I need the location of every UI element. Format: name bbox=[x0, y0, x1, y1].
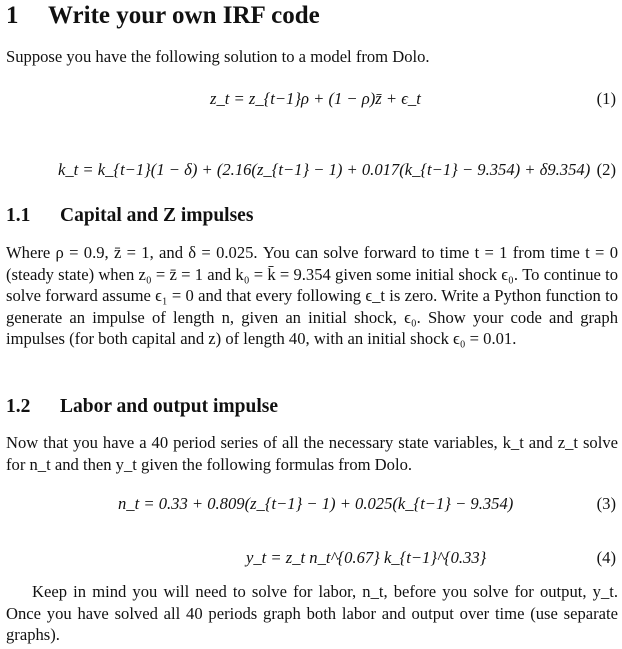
intro-paragraph: Suppose you have the following solution to a model from Dolo. bbox=[6, 47, 430, 66]
section-number: 1 bbox=[6, 2, 19, 29]
subsection-2-number: 1.2 bbox=[6, 396, 31, 417]
closing-paragraph: Keep in mind you will need to solve for labor, n_t, before you solve for output, y_t. Once you have solved all 40 periods graph both labor and output over time (use separate graphs). bbox=[6, 582, 618, 645]
equation-1-number: (1) bbox=[596, 89, 616, 108]
equation-4: y_t = z_t n_t^{0.67} k_{t−1}^{0.33} bbox=[246, 548, 487, 567]
subsection-1-number: 1.1 bbox=[6, 205, 31, 226]
subsection-1-heading bbox=[6, 205, 253, 227]
subsection-1-title: Capital and Z impulses bbox=[60, 205, 254, 226]
subsection-2-heading bbox=[6, 396, 278, 418]
equation-1: z_t = z_{t−1}ρ + (1 − ρ)z̄ + ϵ_t bbox=[210, 89, 421, 108]
equation-4-number: (4) bbox=[596, 548, 616, 567]
equation-2-number: (2) bbox=[596, 160, 616, 179]
subsection-1-body: Where ρ = 0.9, z̄ = 1, and δ = 0.025. You can solve forward to time t = 1 from time t = 0 (steady state) when z₀ = z̄ = 1 and k₀ = k̄ = 9.354 given some initial shock ϵ₀. To continue to solve forward assume ϵ₁ = 0 and that every following ϵ_t is zero. Write a Python function to generate an impulse of length n, given an initial shock, ϵ₀. Show your code and graph impulses (for both capital and z) of length 40, with an initial shock ϵ₀ = 0.01. bbox=[6, 243, 618, 349]
equation-3: n_t = 0.33 + 0.809(z_{t−1} − 1) + 0.025(k_{t−1} − 9.354) bbox=[118, 494, 514, 513]
subsection-2-body: Now that you have a 40 period series of all the necessary state variables, k_t and z_t solve for n_t and then y_t given the following formulas from Dolo. bbox=[6, 433, 618, 474]
section-heading bbox=[6, 2, 320, 30]
equation-3-number: (3) bbox=[596, 494, 616, 513]
section-title: Write your own IRF code bbox=[48, 2, 320, 29]
subsection-2-title: Labor and output impulse bbox=[60, 396, 279, 417]
equation-2: k_t = k_{t−1}(1 − δ) + (2.16(z_{t−1} − 1) + 0.017(k_{t−1} − 9.354) + δ9.354) bbox=[58, 160, 591, 179]
